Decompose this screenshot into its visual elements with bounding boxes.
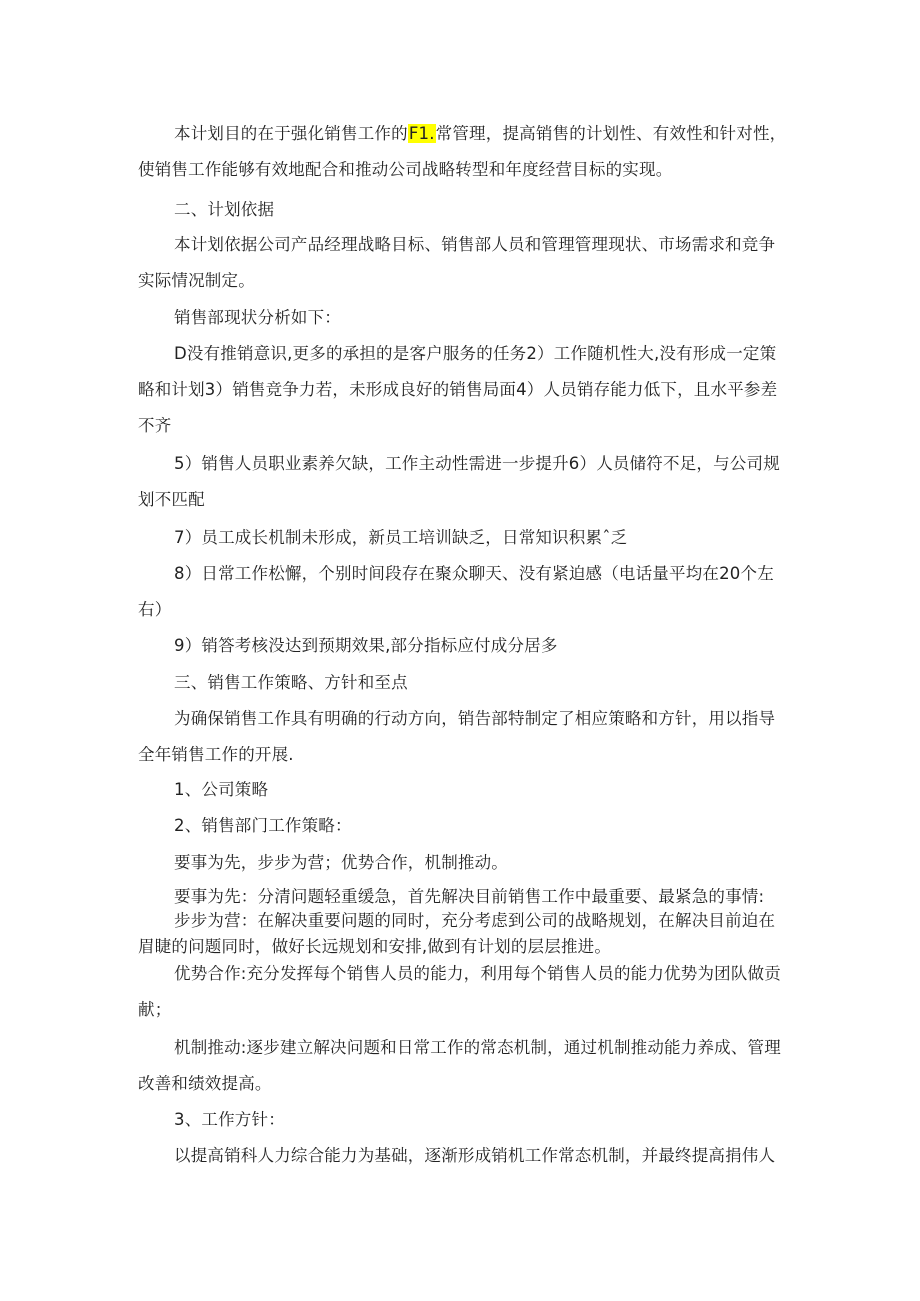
paragraph-status-8: 8）日常工作松懈，个别时间段存在聚众聊天、没有紧迫感（电话量平均在20个左右） (138, 564, 774, 619)
heading-plan-basis: 二、计划依据 (174, 200, 275, 219)
highlighted-text: F1. (408, 124, 435, 143)
paragraph-purpose (138, 116, 788, 188)
paragraph-status-5-6: 5）销售人员职业素养欠缺，工作主动性需进一步提升6）人员储符不足，与公司规划不匹配 (138, 454, 780, 509)
paragraph-status-9: 9）销答考核没达到预期效果,部分指标应付成分居多 (174, 636, 558, 655)
paragraph-mechanism-drive: 机制推动:逐步建立解决问题和日常工作的常态机制，通过机制推动能力养成、管理改善和绩效提高。 (138, 1038, 781, 1093)
paragraph-strategy-intro: 为确保销售工作具有明确的行动方向，销告部特制定了相应策略和方针，用以指导全年销售工作的开展. (138, 709, 776, 764)
paragraph-status-intro: 销售部现状分析如下： (174, 308, 341, 327)
paragraph-step-by-step: 步步为营：在解决重要问题的同时，充分考虑到公司的战略规划，在解决目前迫在眉睫的问题同时，做好长远规划和安排,做到有计划的层层推进。 (138, 911, 776, 956)
paragraph-plan-basis: 本计划依据公司产品经理战略目标、销售部人员和管理管理现状、市场需求和竞争实际情况制定。 (138, 235, 776, 290)
heading-department-strategy: 2、销售部门工作策略： (174, 816, 352, 835)
paragraph-strategy-summary: 要事为先，步步为营；优势合作，机制推动。 (174, 853, 508, 872)
heading-company-strategy: 1、公司策略 (174, 780, 269, 799)
paragraph-status-7: 7）员工成长机制未形成，新员工培训缺乏，日常知识积累ˆ乏 (174, 528, 628, 547)
paragraph-priority-first: 要事为先：分清问题轻重缓急，首先解决目前销售工作中最重要、最紧急的事情: (174, 887, 765, 906)
heading-sales-strategy: 三、销售工作策略、方针和至点 (174, 673, 408, 692)
purpose-text-start: 本计划目的在于强化销售工作的 (174, 124, 408, 143)
purpose-text-rest: 常管理，提高销售的计划性、有效性和针对性，使销售工作能够有效地配合和推动公司战略转型和年度经营目标的实现。 (138, 124, 787, 179)
heading-work-policy: 3、工作方针： (174, 1110, 285, 1129)
paragraph-work-policy: 以提高销科人力综合能力为基础，逐渐形成销机工作常态机制，并最终提高捐伟人 (174, 1146, 776, 1165)
paragraph-status-1-4: D没有推销意识,更多的承担的是客户服务的任务2）工作随机性大,没有形成一定策略和计划3）销售竞争力若，未形成良好的销售局面4）人员销存能力低下，且水平参差不齐 (138, 344, 778, 435)
paragraph-advantage-cooperation: 优势合作:充分发挥每个销售人员的能力，利用每个销售人员的能力优势为团队做贡献； (138, 964, 781, 1019)
